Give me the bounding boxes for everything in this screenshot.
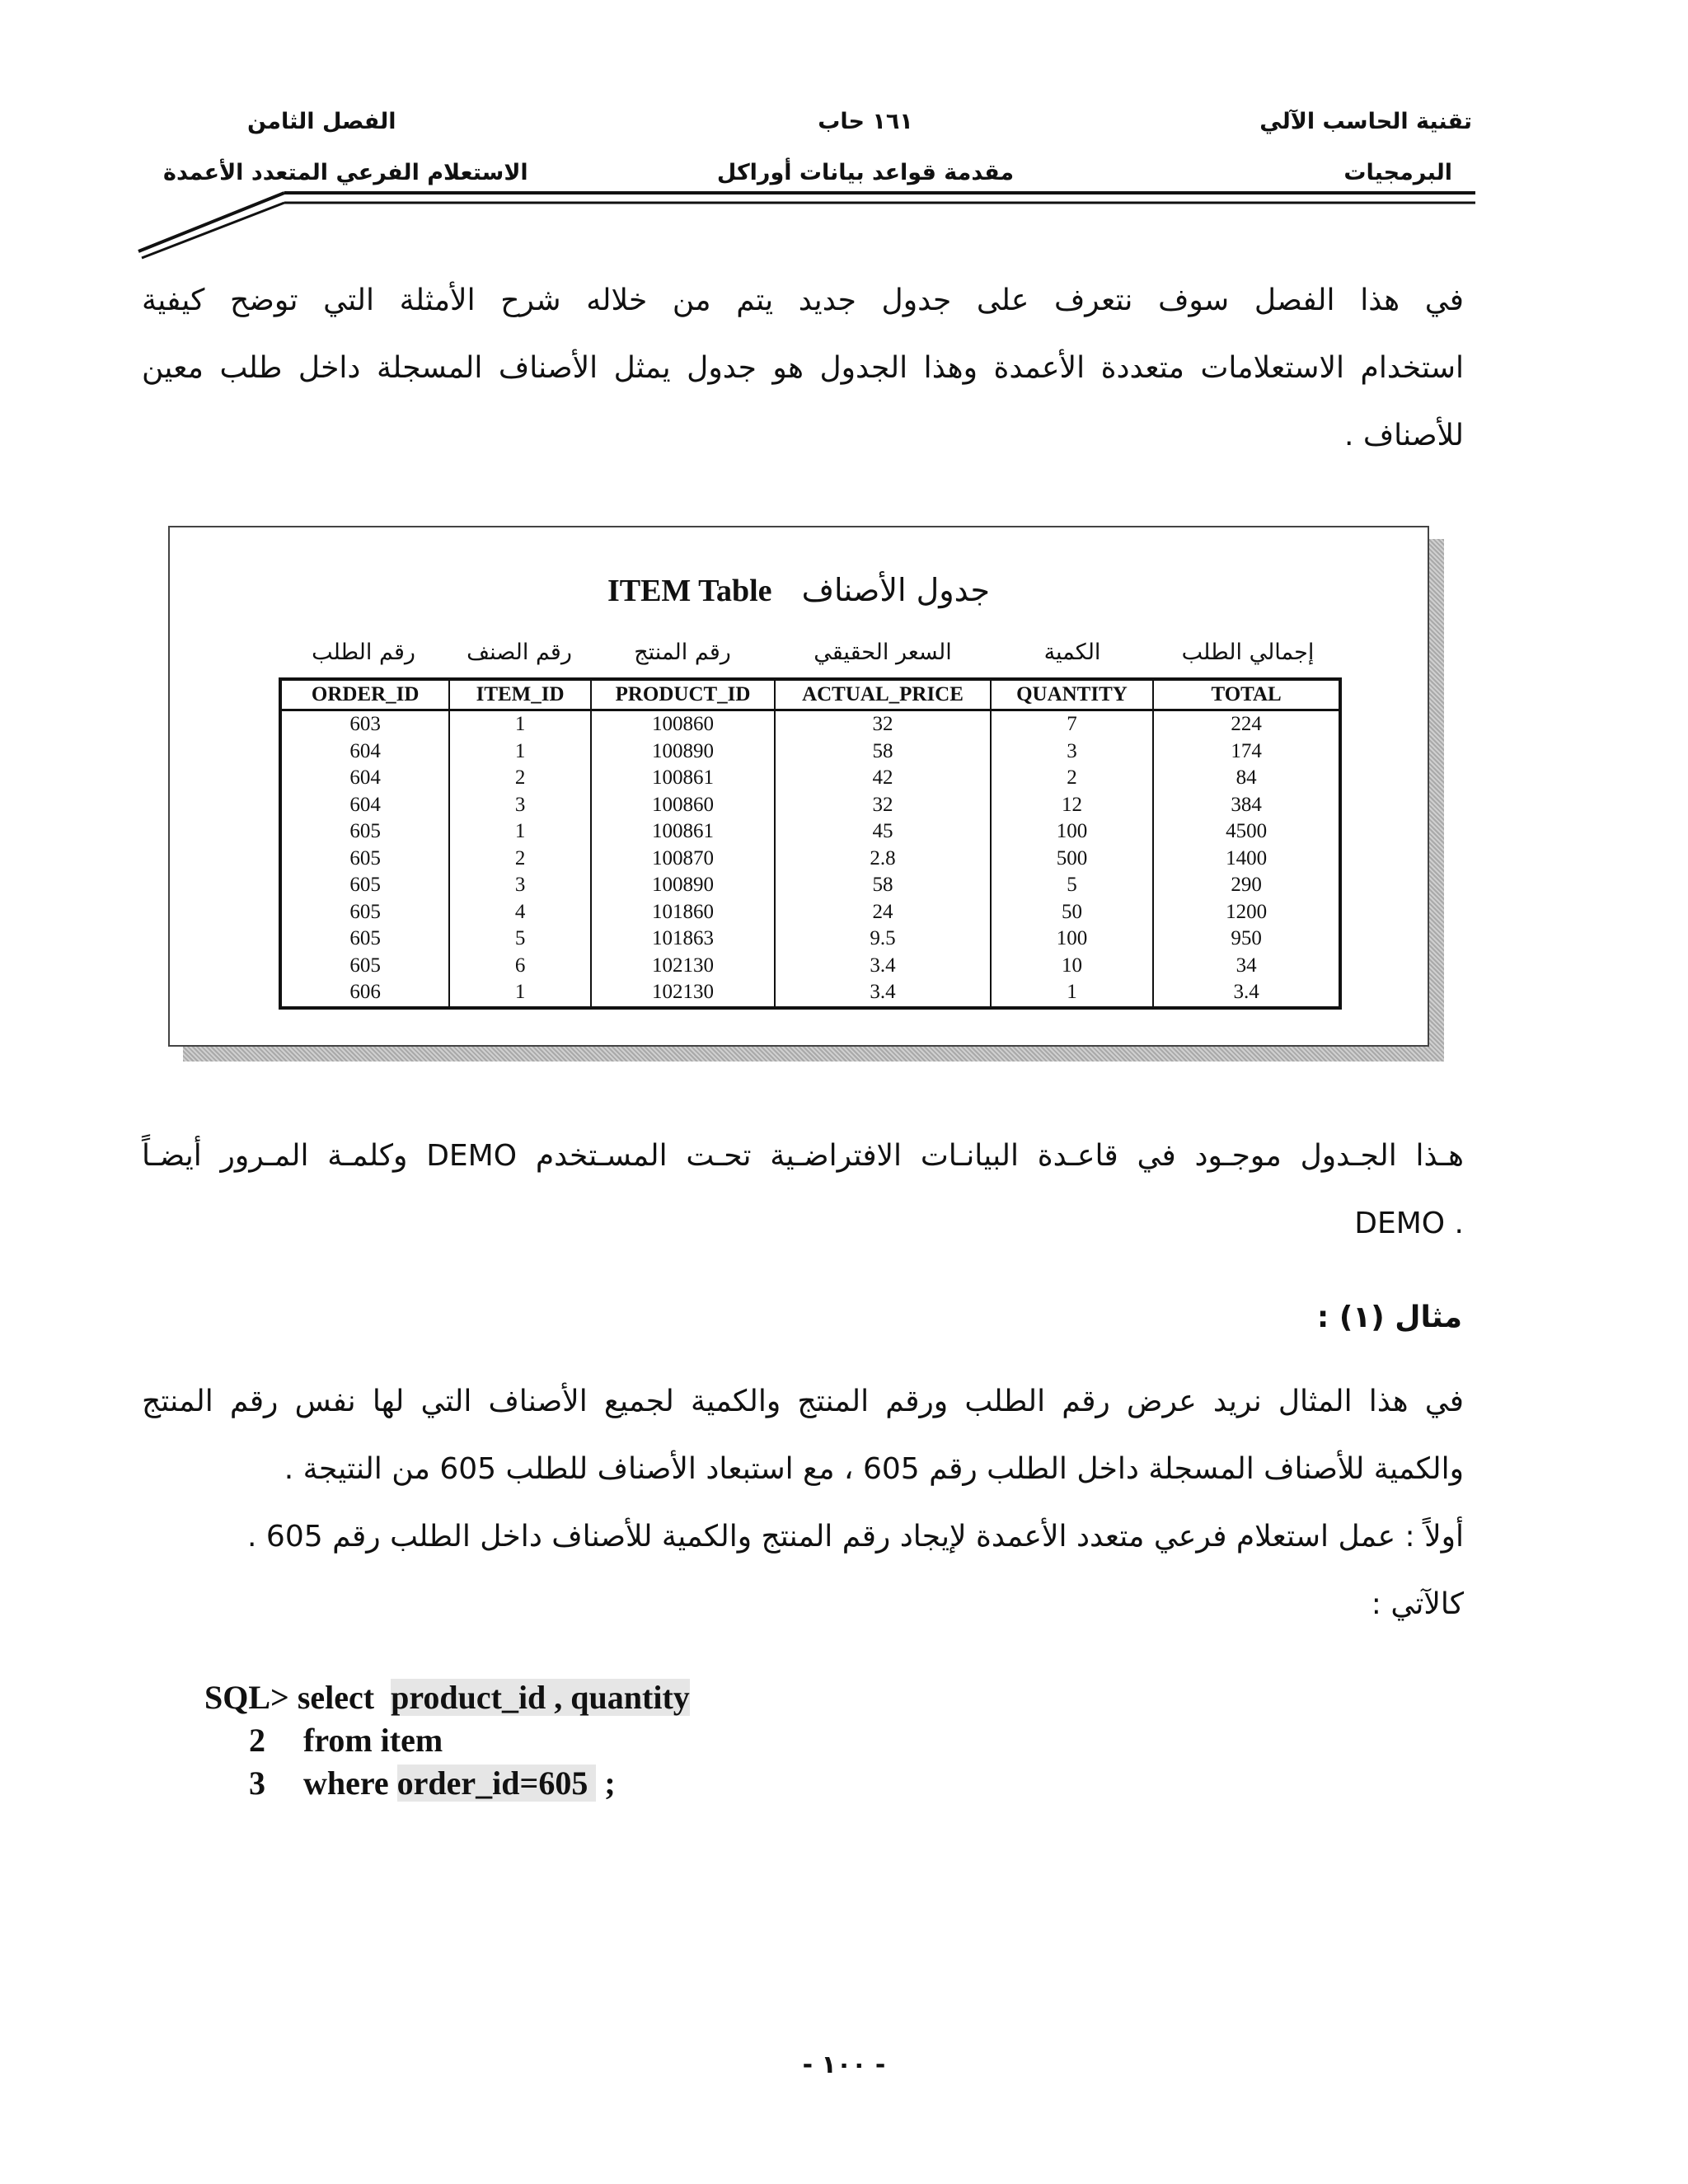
demo-note-paragraph	[142, 1122, 1464, 1258]
table-cell: 9.5	[775, 926, 990, 953]
table-cell: 1200	[1153, 899, 1340, 926]
table-row	[280, 765, 1340, 792]
table-cell: 101860	[591, 899, 775, 926]
arabic-header-item: رقم الصنف	[467, 640, 572, 665]
col-header-item-id: ITEM_ID	[449, 679, 590, 710]
header-course-code: ١٦١ حاب	[818, 109, 913, 134]
header-chapter-number: الفصل الثامن	[247, 109, 396, 134]
header-chapter-title: الاستعلام الفرعي المتعدد الأعمدة	[163, 160, 528, 185]
table-cell: 2.8	[775, 846, 990, 873]
table-cell: 50	[991, 899, 1153, 926]
table-cell: 604	[280, 765, 449, 792]
sql-select-columns: product_id , quantity	[391, 1679, 690, 1716]
table-cell: 2	[449, 846, 590, 873]
table-cell: 100861	[591, 765, 775, 792]
table-cell: 2	[449, 765, 590, 792]
table-cell: 100860	[591, 710, 775, 738]
table-cell: 101863	[591, 926, 775, 953]
col-header-actual-price: ACTUAL_PRICE	[775, 679, 990, 710]
table-cell: 3.4	[775, 953, 990, 980]
sql-from-clause: from item	[303, 1722, 443, 1759]
table-cell: 3	[449, 792, 590, 819]
sql-line-2	[249, 1721, 443, 1760]
table-row	[280, 953, 1340, 980]
table-cell: 950	[1153, 926, 1340, 953]
table-row	[280, 979, 1340, 1008]
arabic-header-order: رقم الطلب	[312, 640, 415, 665]
page-number: - ١٠٠ -	[802, 2050, 886, 2079]
figure-title	[170, 572, 1428, 609]
table-cell: 6	[449, 953, 590, 980]
table-row	[280, 872, 1340, 899]
example-line: أولاً : عمل استعلام فرعي متعدد الأعمدة لإيجاد رقم المنتج والكمية للأصناف داخل الطلب رقم 605 .	[247, 1520, 1464, 1554]
table-cell: 605	[280, 926, 449, 953]
table-cell: 34	[1153, 953, 1340, 980]
table-cell: 58	[775, 738, 990, 766]
table-header-row	[280, 679, 1340, 710]
table-cell: 3.4	[775, 979, 990, 1008]
table-row	[280, 818, 1340, 846]
sql-line-3	[249, 1764, 616, 1802]
table-cell: 100	[991, 926, 1153, 953]
demo-note-line: . DEMO	[1354, 1207, 1464, 1240]
table-cell: 42	[775, 765, 990, 792]
header-rule	[0, 0, 1688, 272]
table-row	[280, 738, 1340, 766]
sql-where-keyword: where	[303, 1765, 397, 1802]
table-cell: 24	[775, 899, 990, 926]
table-row	[280, 899, 1340, 926]
example-heading: مثال (١) :	[1316, 1301, 1462, 1334]
intro-line: للأصناف .	[1343, 419, 1464, 452]
table-cell: 224	[1153, 710, 1340, 738]
table-cell: 100890	[591, 738, 775, 766]
example-line: في هذا المثال نريد عرض رقم الطلب ورقم المنتج والكمية لجميع الأصناف التي لها نفس رقم المنتج	[142, 1385, 1464, 1418]
table-cell: 384	[1153, 792, 1340, 819]
table-cell: 1	[991, 979, 1153, 1008]
example-line: والكمية للأصناف المسجلة داخل الطلب رقم 605 ، مع استبعاد الأصناف للطلب 605 من النتيجة .	[284, 1452, 1464, 1486]
sql-prompt: SQL> select	[204, 1679, 392, 1716]
figure-title-en: ITEM Table	[607, 574, 772, 608]
table-cell: 174	[1153, 738, 1340, 766]
table-cell: 4	[449, 899, 590, 926]
arabic-header-quantity: الكمية	[1043, 640, 1101, 665]
table-cell: 100870	[591, 846, 775, 873]
table-cell: 100860	[591, 792, 775, 819]
arabic-header-price: السعر الحقيقي	[814, 640, 952, 665]
table-cell: 1	[449, 979, 590, 1008]
table-cell: 605	[280, 899, 449, 926]
sql-line-number: 2	[249, 1722, 265, 1759]
table-row	[280, 710, 1340, 738]
table-row	[280, 846, 1340, 873]
sql-terminator: ;	[596, 1765, 616, 1802]
table-cell: 84	[1153, 765, 1340, 792]
table-cell: 10	[991, 953, 1153, 980]
intro-paragraph	[142, 267, 1464, 470]
table-cell: 605	[280, 846, 449, 873]
table-row	[280, 792, 1340, 819]
col-header-order-id: ORDER_ID	[280, 679, 449, 710]
table-cell: 1	[449, 710, 590, 738]
sql-line-number: 3	[249, 1765, 265, 1802]
table-cell: 102130	[591, 979, 775, 1008]
table-cell: 605	[280, 818, 449, 846]
table-cell: 1	[449, 818, 590, 846]
example-line: كالآتي :	[1371, 1587, 1464, 1621]
arabic-header-product: رقم المنتج	[634, 640, 731, 665]
header-specialty: البرمجيات	[1343, 160, 1452, 185]
table-cell: 100890	[591, 872, 775, 899]
table-cell: 500	[991, 846, 1153, 873]
example-paragraph	[142, 1368, 1464, 1638]
table-cell: 604	[280, 738, 449, 766]
table-cell: 4500	[1153, 818, 1340, 846]
table-cell: 7	[991, 710, 1153, 738]
table-cell: 3.4	[1153, 979, 1340, 1008]
table-cell: 603	[280, 710, 449, 738]
table-cell: 606	[280, 979, 449, 1008]
table-cell: 100	[991, 818, 1153, 846]
sql-line-1	[204, 1678, 690, 1717]
table-cell: 102130	[591, 953, 775, 980]
arabic-header-total: إجمالي الطلب	[1181, 640, 1315, 665]
figure-title-ar: جدول الأصناف	[801, 572, 991, 608]
col-header-total: TOTAL	[1153, 679, 1340, 710]
intro-line: استخدام الاستعلامات متعددة الأعمدة وهذا الجدول هو جدول يمثل الأصناف المسجلة داخل طلب معين	[142, 351, 1464, 385]
table-cell: 1400	[1153, 846, 1340, 873]
demo-note-line: هـذا الجـدول موجـود في قاعـدة البيانـات الافتراضـية تحـت المسـتخدم DEMO وكلمـة المـرور أيضـاً	[142, 1139, 1464, 1173]
table-cell: 1	[449, 738, 590, 766]
header-course-title: مقدمة قواعد بيانات أوراكل	[716, 160, 1015, 185]
table-cell: 5	[449, 926, 590, 953]
table-cell: 605	[280, 872, 449, 899]
table-cell: 3	[449, 872, 590, 899]
table-cell: 58	[775, 872, 990, 899]
sql-where-condition: order_id=605	[396, 1765, 597, 1802]
item-table	[279, 677, 1342, 1010]
header-department: تقنية الحاسب الآلي	[1259, 109, 1472, 134]
table-cell: 3	[991, 738, 1153, 766]
table-cell: 2	[991, 765, 1153, 792]
table-cell: 604	[280, 792, 449, 819]
sql-where-clause	[303, 1764, 616, 1802]
table-cell: 100861	[591, 818, 775, 846]
col-header-quantity: QUANTITY	[991, 679, 1153, 710]
table-cell: 290	[1153, 872, 1340, 899]
table-cell: 605	[280, 953, 449, 980]
table-cell: 32	[775, 710, 990, 738]
table-cell: 45	[775, 818, 990, 846]
table-row	[280, 926, 1340, 953]
col-header-product-id: PRODUCT_ID	[591, 679, 775, 710]
table-cell: 5	[991, 872, 1153, 899]
intro-line: في هذا الفصل سوف نتعرف على جدول جديد يتم من خلاله شرح الأمثلة التي توضح كيفية	[142, 284, 1464, 317]
item-table-figure	[168, 526, 1429, 1047]
table-cell: 32	[775, 792, 990, 819]
table-cell: 12	[991, 792, 1153, 819]
